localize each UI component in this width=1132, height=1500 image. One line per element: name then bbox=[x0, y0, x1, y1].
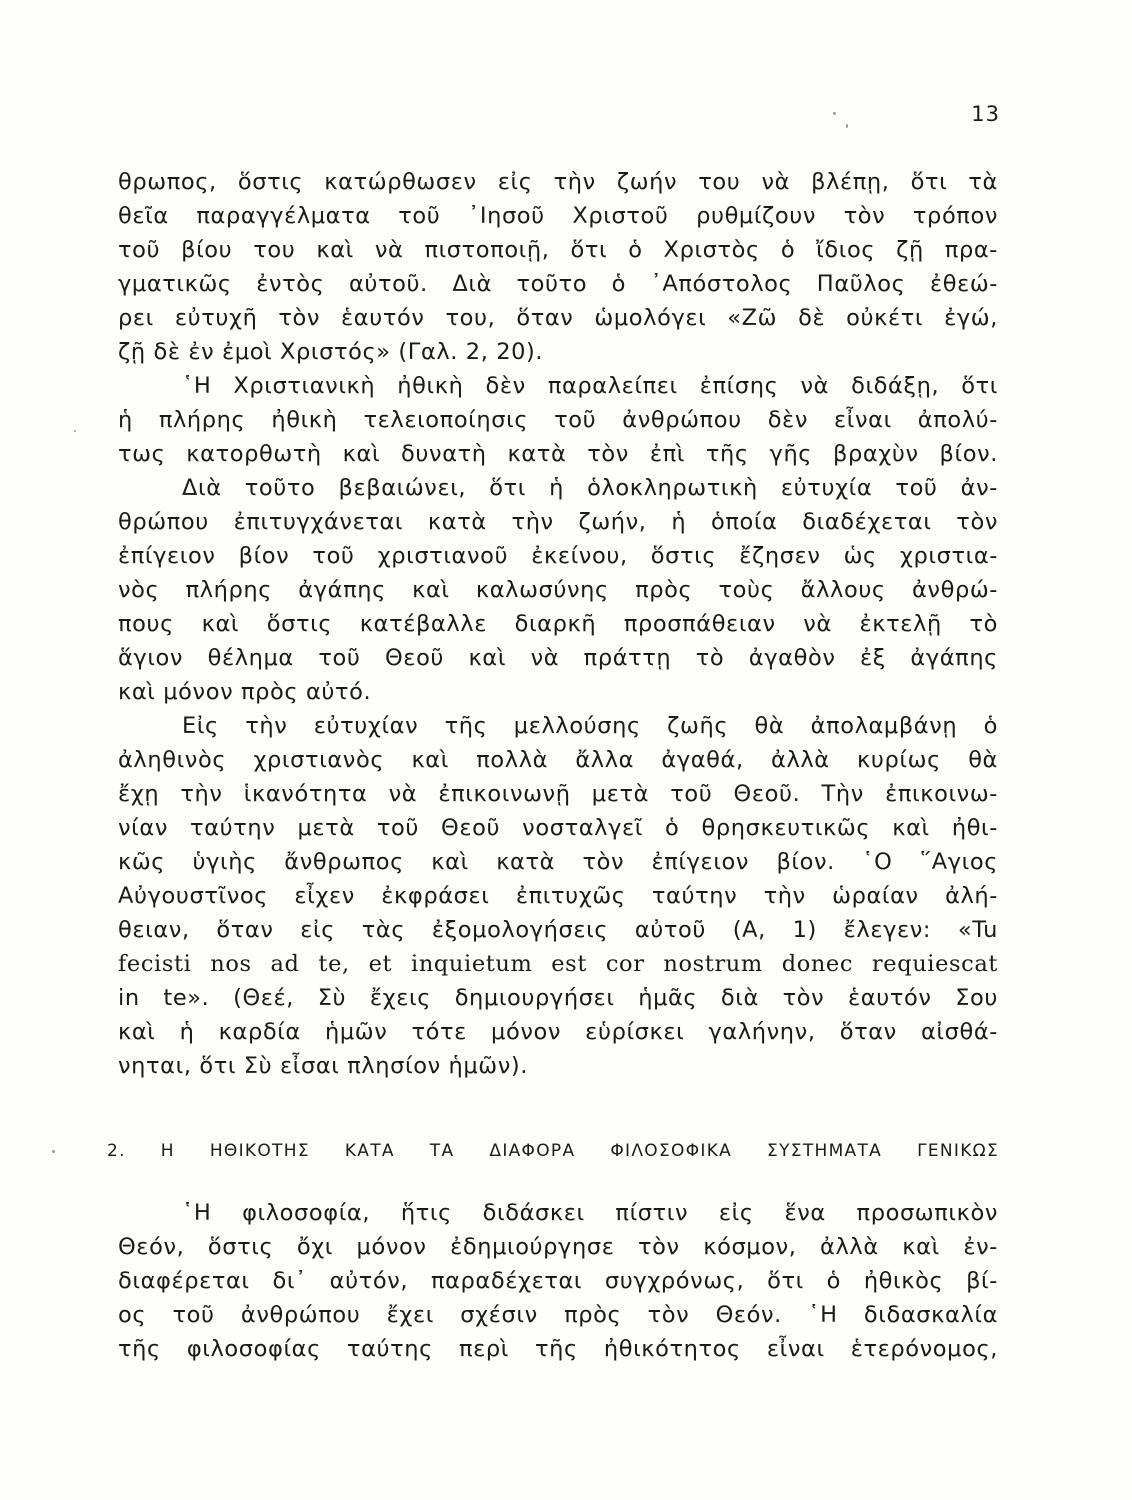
scan-speck bbox=[846, 124, 848, 128]
text-line: πους καὶ ὅστις κατέβαλλε διαρκῆ προσπάθειαν νὰ ἐκτελῇ τὸ bbox=[118, 611, 998, 637]
text-line: γματικῶς ἐντὸς αὐτοῦ. Διὰ τοῦτο ὁ ᾿Απόστολος Παῦλος ἐθεώ- bbox=[118, 271, 998, 297]
text-line: νὸς πλήρης ἀγάπης καὶ καλωσύνης πρὸς τοὺς ἄλλους ἀνθρώ- bbox=[118, 577, 998, 603]
text-line: τως κατορθωτὴ καὶ δυνατὴ κατὰ τὸν ἐπὶ τῆς γῆς βραχὺν βίον. bbox=[118, 441, 998, 467]
text-line: θειαν, ὅταν εἰς τὰς ἐξομολογήσεις αὐτοῦ (Α, 1) ἔλεγεν: «Tu bbox=[118, 917, 998, 943]
text-line: νηται, ὅτι Σὺ εἶσαι πλησίον ἡμῶν). bbox=[118, 1053, 529, 1079]
text-line: ος τοῦ ἀνθρώπου ἔχει σχέσιν πρὸς τὸν Θεόν. ῾Η διδασκαλία bbox=[118, 1302, 998, 1328]
text-line: Θεόν, ὅστις ὄχι μόνον ἐδημιούργησε τὸν κόσμον, ἀλλὰ καὶ ἐν- bbox=[118, 1234, 998, 1260]
text-line: διαφέρεται δι᾿ αὐτόν, παραδέχεται συγχρόνως, ὅτι ὁ ἠθικὸς βί- bbox=[118, 1268, 998, 1294]
text-line: καὶ ἡ καρδία ἡμῶν τότε μόνον εὑρίσκει γαλήνην, ὅταν αἰσθά- bbox=[118, 1019, 998, 1045]
text-line: ἔχῃ τὴν ἱκανότητα νὰ ἐπικοινωνῇ μετὰ τοῦ Θεοῦ. Τὴν ἐπικοινω- bbox=[118, 781, 998, 807]
scan-speck bbox=[74, 430, 76, 432]
scan-speck bbox=[52, 1150, 55, 1153]
text-line: τοῦ βίου του καὶ νὰ πιστοποιῇ, ὅτι ὁ Χριστὸς ὁ ἴδιος ζῇ πρα- bbox=[118, 237, 998, 263]
page-number: 13 bbox=[971, 102, 1000, 126]
text-line: καὶ μόνον πρὸς αὐτό. bbox=[118, 679, 372, 705]
text-line: ἅγιον θέλημα τοῦ Θεοῦ καὶ νὰ πράττῃ τὸ ἀγαθὸν ἐξ ἀγάπης bbox=[118, 645, 998, 671]
text-line: νίαν ταύτην μετὰ τοῦ Θεοῦ νοσταλγεῖ ὁ θρησκευτικῶς καὶ ἠθι- bbox=[118, 815, 998, 841]
text-line: Διὰ τοῦτο βεβαιώνει, ὅτι ἡ ὁλοκληρωτικὴ εὐτυχία τοῦ ἀν- bbox=[182, 475, 998, 501]
section-heading: 2. Η ΗΘΙΚΟΤΗΣ ΚΑΤΑ ΤΑ ΔΙΑΦΟΡΑ ΦΙΛΟΣΟΦΙΚΑ ΣΥΣΤΗΜΑΤΑ ΓΕΝΙΚΩΣ bbox=[107, 1141, 999, 1161]
text-line: θεῖα παραγγέλματα τοῦ ᾿Ιησοῦ Χριστοῦ ρυθμίζουν τὸν τρόπον bbox=[118, 203, 998, 229]
text-line: τῆς φιλοσοφίας ταύτης περὶ τῆς ἠθικότητος εἶναι ἑτερόνομος, bbox=[118, 1336, 998, 1362]
text-line: θρωπος, ὅστις κατώρθωσεν εἰς τὴν ζωήν του νὰ βλέπῃ, ὅτι τὰ bbox=[118, 169, 998, 195]
text-line: in te». (Θεέ, Σὺ ἔχεις δημιουργήσει ἡμᾶς διὰ τὸν ἑαυτόν Σου bbox=[118, 985, 998, 1011]
text-line: θρώπου ἐπιτυγχάνεται κατὰ τὴν ζωήν, ἡ ὁποία διαδέχεται τὸν bbox=[118, 509, 998, 535]
text-line: ἀληθινὸς χριστιανὸς καὶ πολλὰ ἄλλα ἀγαθά, ἀλλὰ κυρίως θὰ bbox=[118, 747, 998, 773]
text-line: ζῇ δὲ ἐν ἐμοὶ Χριστός» (Γαλ. 2, 20). bbox=[118, 339, 544, 365]
text-line: κῶς ὑγιὴς ἄνθρωπος καὶ κατὰ τὸν ἐπίγειον βίον. ῾Ο ῞Αγιος bbox=[118, 849, 998, 875]
text-line: Αὐγουστῖνος εἶχεν ἐκφράσει ἐπιτυχῶς ταύτην τὴν ὡραίαν ἀλή- bbox=[118, 883, 998, 909]
text-line: ῾Η φιλοσοφία, ἥτις διδάσκει πίστιν εἰς ἕνα προσωπικὸν bbox=[182, 1200, 998, 1226]
text-line: ἐπίγειον βίον τοῦ χριστιανοῦ ἐκείνου, ὅστις ἔζησεν ὡς χριστια- bbox=[118, 543, 998, 569]
text-line: fecisti nos ad te, et inquietum est cor nostrum donec requiescat bbox=[118, 951, 998, 977]
text-line: ῾Η Χριστιανικὴ ἠθικὴ δὲν παραλείπει ἐπίσης νὰ διδάξῃ, ὅτι bbox=[182, 373, 998, 399]
text-line: ρει εὐτυχῆ τὸν ἑαυτόν του, ὅταν ὡμολόγει «Ζῶ δὲ οὐκέτι ἐγώ, bbox=[118, 305, 998, 331]
text-line: Εἰς τὴν εὐτυχίαν τῆς μελλούσης ζωῆς θὰ ἀπολαμβάνῃ ὁ bbox=[182, 713, 998, 739]
text-line: ἡ πλήρης ἠθικὴ τελειοποίησις τοῦ ἀνθρώπου δὲν εἶναι ἀπολύ- bbox=[118, 407, 998, 433]
scan-speck bbox=[833, 112, 836, 115]
